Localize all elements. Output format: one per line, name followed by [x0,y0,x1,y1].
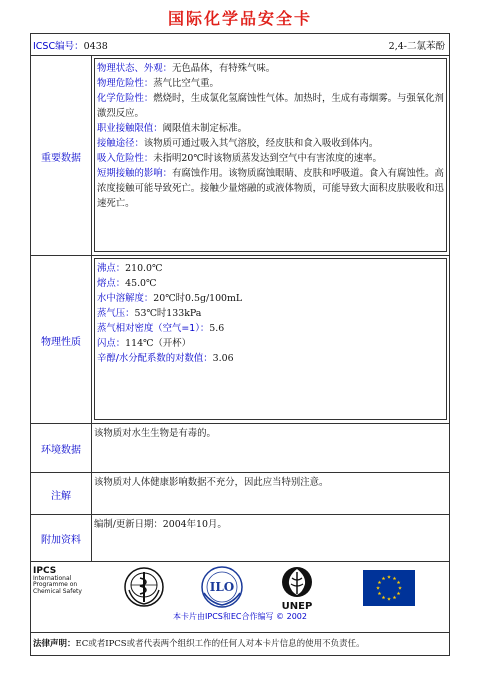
important-item-value: 阈限值未制定标准。 [162,123,248,134]
important-item-value: 有腐蚀作用。该物质腐蚀眼睛、皮肤和呼吸道。食入有腐蚀性。高浓度接触可能导致死亡。接触少量熔融的或液体物质，可能导致大面积皮肤吸收和迅速死亡。 [97,168,444,209]
important-item [97,76,444,91]
eu-flag-icon [363,570,415,606]
physical-item-key: 水中溶解度： [97,293,154,304]
important-item [97,91,444,121]
physical-item-key: 闪点： [97,338,126,349]
notes-label: 注解 [51,490,71,502]
important-data-label: 重要数据 [41,152,81,164]
physical-item [97,261,444,276]
physical-item-value: 20℃时0.5g/100mL [153,293,243,304]
ilo-logo-text: ILO [209,580,235,594]
physical-item-value: 53℃时133kPa [134,308,202,319]
page-title: 国际化学品安全卡 [167,9,312,28]
important-item-key: 化学危险性： [97,93,154,104]
legal-text: EC或者IPCS或者代表两个组织工作的任何人对本卡片信息的使用不负责任。 [75,639,365,649]
icsc-card [30,33,450,656]
card-header [31,34,449,55]
logos-row [31,561,449,633]
physical-item-value: 114℃（开杯） [125,338,192,349]
important-item-value: 蒸气比空气重。 [153,78,219,89]
important-item [97,61,444,76]
important-data-row [31,55,449,256]
additional-row [31,514,449,562]
physical-item-key: 熔点： [97,278,126,289]
additional-label: 附加资料 [41,535,81,546]
physical-props-row [31,255,449,424]
physical-item [97,336,444,351]
physical-item [97,306,444,321]
important-item-value: 无色晶体，有特殊气味。 [172,63,276,74]
logos-caption: 本卡片由IPCS和EC合作编写 © 2002 [173,612,307,621]
important-item-key: 接触途径： [97,138,144,149]
unep-logo-icon [274,564,320,612]
important-item [97,121,444,136]
notes-text: 该物质对人体健康影响数据不充分，因此应当特别注意。 [94,477,329,488]
legal-label: 法律声明： [33,639,76,649]
important-item [97,166,444,211]
physical-props-box [94,258,447,420]
physical-item-value: 5.6 [209,323,225,334]
physical-item-value: 45.0℃ [125,278,157,289]
ilo-logo-icon [199,565,245,609]
physical-item [97,321,444,336]
chemical-name: 2,4-二氯苯酚 [388,41,445,52]
important-item-key: 职业接触限值： [97,123,163,134]
physical-item [97,351,444,366]
important-item-value: 该物质可通过吸入其气溶胶，经皮肤和食入吸收到体内。 [143,138,379,149]
important-item [97,136,444,151]
notes-row [31,472,449,515]
important-item-key: 物理状态、外观： [97,63,173,74]
who-emblem-icon [123,566,165,608]
additional-text: 编制/更新日期：2004年10月。 [94,519,227,530]
physical-item [97,291,444,306]
legal-row [31,632,449,656]
environment-text: 该物质对水生生物是有毒的。 [94,428,216,439]
unep-logo-text: UNEP [281,601,313,612]
environment-row [31,423,449,473]
important-item-value: 燃烧时，生成氯化氢腐蚀性气体。加热时，生成有毒烟雾。与强氧化剂激烈反应。 [97,93,444,119]
physical-item-key: 沸点： [97,263,126,274]
important-item-key: 短期接触的影响： [97,168,173,179]
physical-item-value: 210.0℃ [125,263,163,274]
icsc-label: ICSC编号： [33,41,84,52]
physical-item-value: 3.06 [212,353,234,364]
icsc-number: 0438 [83,41,108,52]
important-item-key: 吸入危险性： [97,153,154,164]
important-item [97,151,444,166]
environment-label: 环境数据 [41,445,81,456]
important-item-key: 物理危险性： [97,78,154,89]
physical-props-label: 物理性质 [41,336,81,348]
physical-item [97,276,444,291]
important-item-value: 未指明20℃时该物质蒸发达到空气中有害浓度的速率。 [153,153,382,164]
physical-item-key: 蒸气压： [97,308,135,319]
ipcs-logo: IPCS International Programme on Chemical Safety [33,566,82,595]
important-data-box [94,58,447,252]
physical-item-key: 蒸气相对密度（空气=1）： [97,323,210,334]
physical-item-key: 辛醇/水分配系数的对数值： [97,353,213,364]
